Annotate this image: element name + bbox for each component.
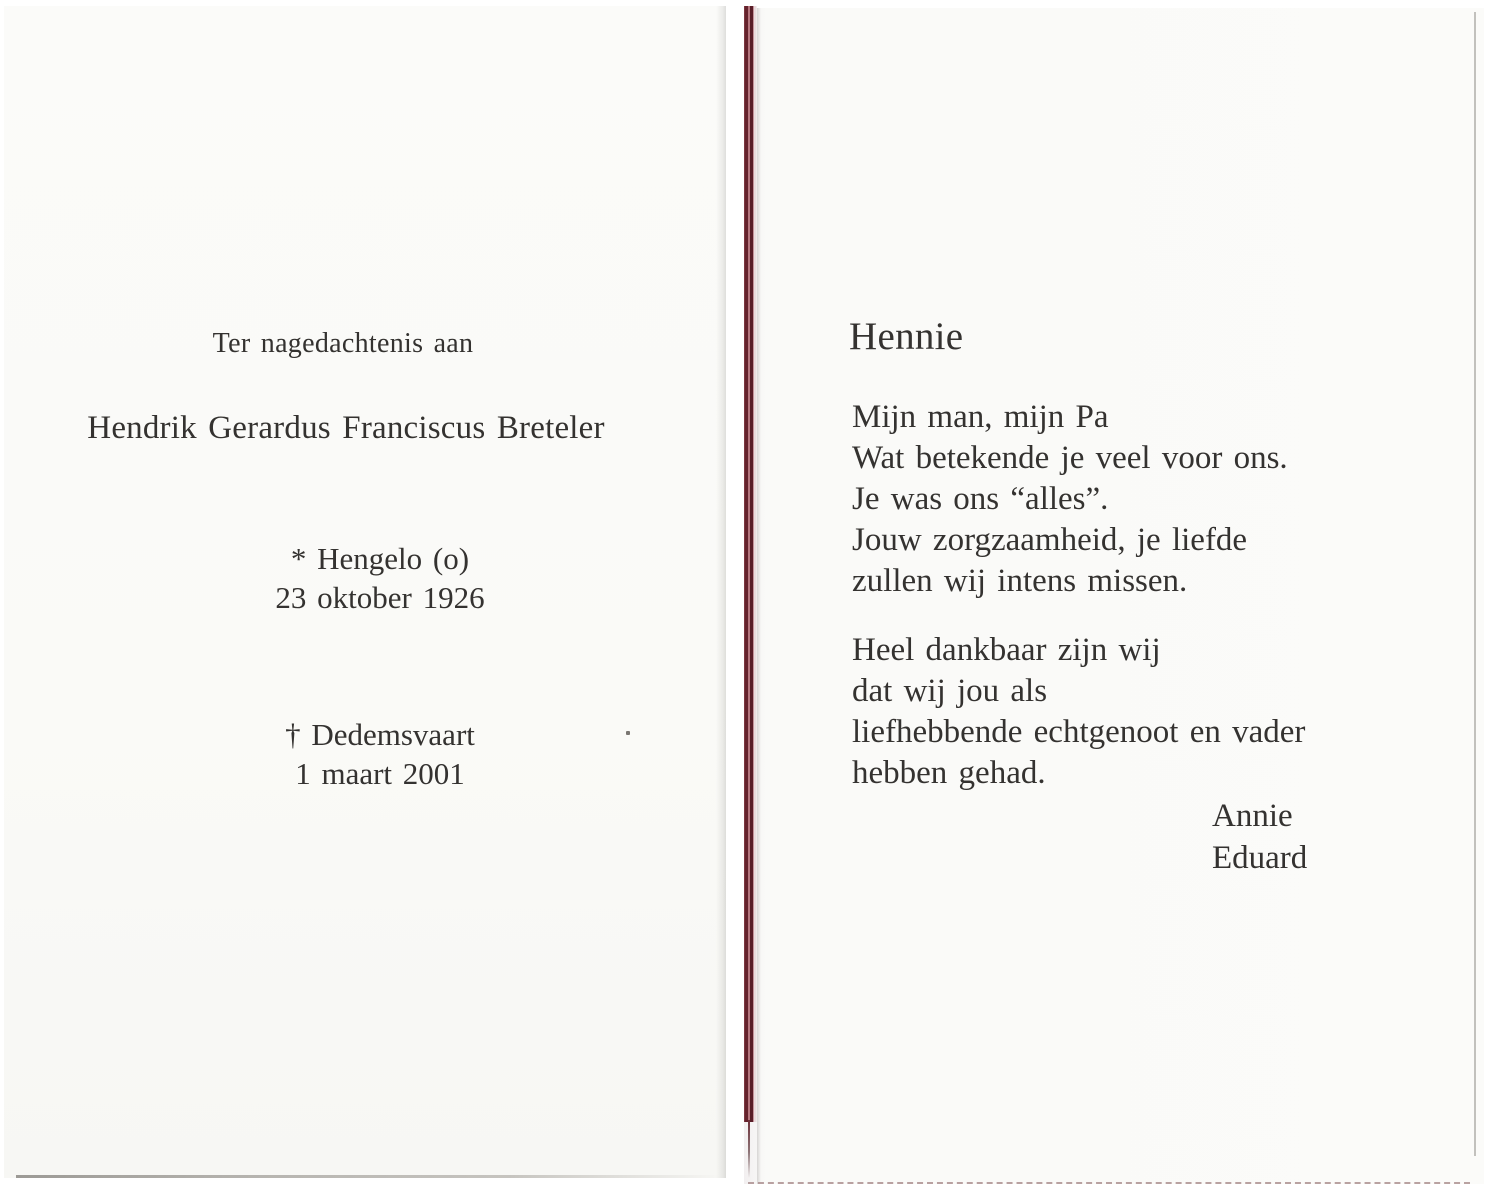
left-page-bottom-edge — [16, 1175, 720, 1178]
death-info — [30, 715, 730, 793]
poem-line: Wat betekende je veel voor ons. — [852, 440, 1288, 476]
birth-info — [30, 539, 730, 617]
poem-stanza-2 — [852, 630, 1305, 794]
birth-place: * Hengelo (o) — [290, 541, 470, 576]
death-place: † Dedemsvaart — [285, 717, 475, 752]
death-date: 1 maart 2001 — [295, 756, 465, 791]
scan-speck — [626, 731, 630, 735]
poem-title: Hennie — [849, 315, 964, 358]
poem-line: dat wij jou als — [852, 673, 1048, 709]
spine-stripe-tail — [748, 1120, 750, 1178]
poem-line: liefhebbende echtgenoot en vader — [852, 714, 1306, 750]
page-fold-shadow — [757, 8, 761, 1184]
deceased-name: Hendrik Gerardus Franciscus Breteler — [87, 410, 605, 446]
signature-eduard: Eduard — [1212, 840, 1308, 876]
poem-line: Heel dankbaar zijn wij — [852, 632, 1161, 668]
poem-stanza-1 — [852, 397, 1288, 602]
birth-date: 23 oktober 1926 — [275, 580, 485, 615]
spine-stripe — [744, 6, 757, 1122]
poem-line: Je was ons “alles”. — [852, 481, 1109, 517]
dedication-line: Ter nagedachtenis aan — [212, 328, 474, 359]
poem-line: zullen wij intens missen. — [852, 563, 1188, 599]
right-page — [744, 8, 1484, 1184]
right-page-bottom-edge — [748, 1182, 1470, 1184]
signature-annie: Annie — [1212, 798, 1293, 834]
signatures — [1212, 795, 1307, 879]
left-page-edge-shadow — [716, 6, 726, 1178]
poem-line: hebben gehad. — [852, 755, 1046, 791]
left-page — [4, 6, 726, 1178]
poem-line: Jouw zorgzaamheid, je liefde — [852, 522, 1248, 558]
poem-line: Mijn man, mijn Pa — [852, 399, 1109, 435]
right-page-edge — [1474, 12, 1476, 1156]
